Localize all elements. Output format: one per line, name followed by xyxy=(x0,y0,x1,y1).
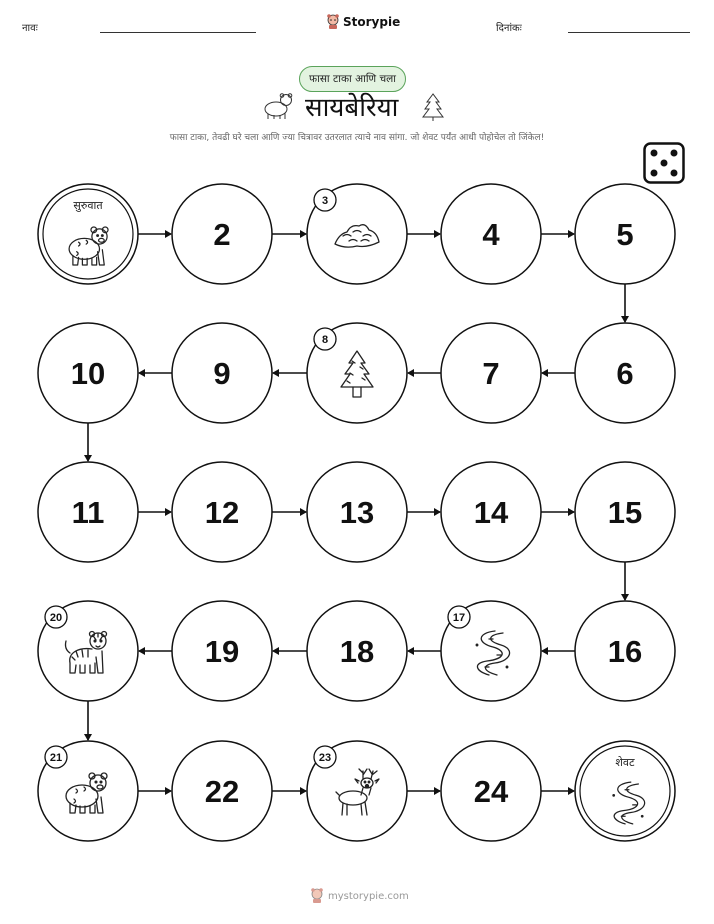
cell-number: 24 xyxy=(473,774,509,809)
cell-number: 3 xyxy=(321,195,329,207)
board-cell[interactable] xyxy=(441,741,541,841)
cell-number: 7 xyxy=(482,356,500,391)
page-title: सायबेरिया xyxy=(305,93,399,123)
cell-number: 2 xyxy=(213,217,231,252)
board-cell[interactable] xyxy=(38,462,138,562)
board-cell[interactable] xyxy=(307,323,407,423)
board-cell[interactable] xyxy=(172,462,272,562)
cell-number: 22 xyxy=(204,774,240,809)
cell-number: 5 xyxy=(616,217,634,252)
cell-number: 6 xyxy=(616,356,634,391)
end-cell[interactable] xyxy=(575,741,675,841)
storypie-mascot-icon xyxy=(310,888,324,904)
cell-number: 13 xyxy=(339,495,375,530)
start-label: सुरुवात xyxy=(73,199,103,212)
cell-number: 18 xyxy=(339,634,375,669)
board-cell[interactable] xyxy=(441,184,541,284)
board-cell[interactable] xyxy=(172,741,272,841)
board-cell[interactable] xyxy=(38,323,138,423)
name-label: नावः xyxy=(22,23,38,34)
board-cell[interactable] xyxy=(575,323,675,423)
cell-number: 9 xyxy=(213,356,231,391)
board-cell[interactable] xyxy=(441,462,541,562)
cell-number: 11 xyxy=(71,495,105,530)
board-cell[interactable] xyxy=(172,601,272,701)
board-cell[interactable] xyxy=(307,184,407,284)
board-cell[interactable] xyxy=(172,184,272,284)
board-cell[interactable] xyxy=(441,601,541,701)
cell-number: 12 xyxy=(204,495,240,530)
cell-number: 4 xyxy=(482,217,500,252)
cell-number: 17 xyxy=(452,612,466,624)
cell-number: 15 xyxy=(607,495,643,530)
cell-number: 16 xyxy=(607,634,643,669)
cell-number: 20 xyxy=(49,612,63,624)
board-cell[interactable] xyxy=(575,184,675,284)
date-label: दिनांकः xyxy=(496,23,522,34)
board-cell[interactable] xyxy=(307,462,407,562)
board-cell[interactable] xyxy=(575,462,675,562)
cell-number: 19 xyxy=(204,634,240,669)
start-cell[interactable] xyxy=(38,184,138,284)
board-cell[interactable] xyxy=(172,323,272,423)
footer-site[interactable]: mystorypie.com xyxy=(328,890,409,902)
board-cell[interactable] xyxy=(441,323,541,423)
footer xyxy=(310,888,409,904)
board-cell[interactable] xyxy=(307,601,407,701)
cell-number: 14 xyxy=(473,495,509,530)
board-cell[interactable] xyxy=(575,601,675,701)
cell-number: 21 xyxy=(49,752,63,764)
game-badge: फासा टाका आणि चला xyxy=(299,66,406,92)
cell-number: 23 xyxy=(318,752,332,764)
cell-number: 8 xyxy=(321,334,329,346)
brand-name: Storypie xyxy=(343,15,401,29)
board-cell[interactable] xyxy=(38,601,138,701)
cell-number: 10 xyxy=(70,356,106,391)
end-label: शेवट xyxy=(615,756,635,769)
board-cell[interactable] xyxy=(38,741,138,841)
instructions: फासा टाका, तेवढी घरे चला आणि ज्या चित्रावर उतरलात त्याचे नाव सांगा. जो शेवट पर्यंत आधी पोहोचेल तो जिंकेल! xyxy=(169,133,545,143)
board-cell[interactable] xyxy=(307,741,407,841)
